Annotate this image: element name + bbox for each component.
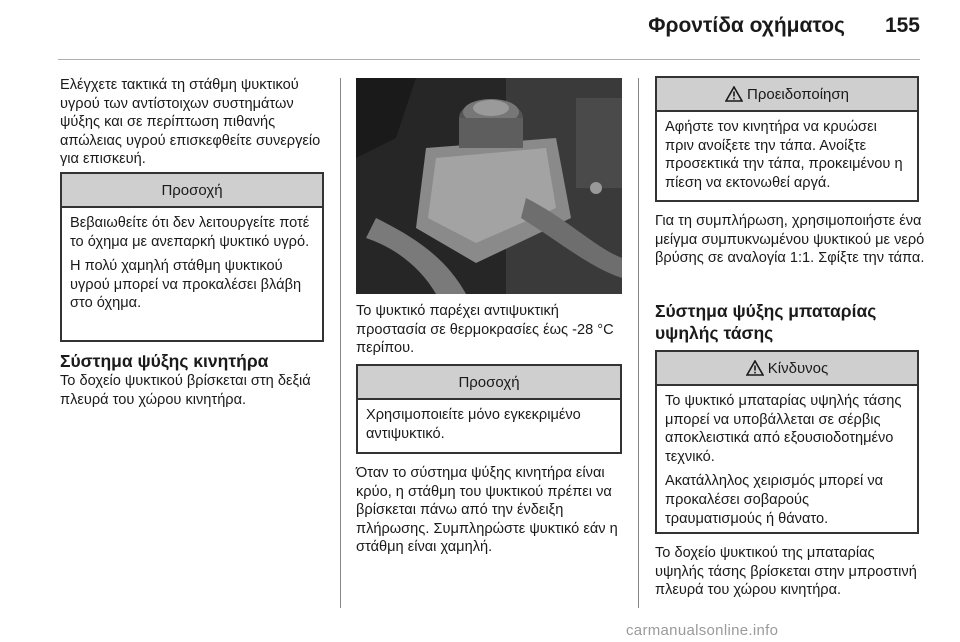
warning-paragraph: Αφήστε τον κινητήρα να κρυώσει πριν ανοίξετε την τάπα. Ανοίξτε προσεκτικά την τάπα, προκειμένου η πίεση να εκτονωθεί αργά. [665,119,903,191]
notice-paragraph: Βεβαιωθείτε ότι δεν λειτουργείτε ποτέ το όχημα με ανεπαρκή ψυκτικό υγρό. [70,215,310,250]
refill-paragraph: Για τη συμπλήρωση, χρησιμοποιήστε ένα μείγμα συμπυκνωμένου ψυκτικού με νερό βρύσης σε αναλογία 1:1. Σφίξτε την τάπα. [655,213,925,267]
header-divider [58,59,920,60]
danger-box-title: Κίνδυνος [767,359,829,377]
notice-box-title: Προσοχή [161,181,223,199]
page-number: 155 [884,14,920,37]
coolant-level-paragraph: Όταν το σύστημα ψύξης κινητήρα είναι κρύο, η στάθμη του ψυκτικού πρέπει να βρίσκεται πάνω από την ένδειξη πλήρωσης. Συμπληρώστε ψυκτικό εάν η στάθμη είναι χαμηλή. [356,465,618,556]
engine-cooling-paragraph: Το δοχείο ψυκτικού βρίσκεται στη δεξιά πλευρά του χώρου κινητήρα. [60,373,311,408]
notice-box-caution-1 [60,172,324,342]
engine-bay-illustration [356,78,622,294]
notice-paragraph: Χρησιμοποιείτε μόνο εγκεκριμένο αντιψυκτικό. [366,407,581,442]
notice-paragraph: Η πολύ χαμηλή στάθμη ψυκτικού υγρού μπορεί να προκαλέσει βλάβη στο όχημα. [70,258,302,312]
watermark: carmanualsonline.info [626,622,779,639]
notice-box-header [62,174,322,208]
danger-paragraph: Το ψυκτικό μπαταρίας υψηλής τάσης μπορεί να υποβάλλεται σε σέρβις αποκλειστικά από εξουσιοδοτημένο τεχνικό. [665,393,902,465]
warning-triangle-icon [746,360,764,376]
coolant-caption: Το ψυκτικό παρέχει αντιψυκτική προστασία σε θερμοκρασίες έως -28 °C περίπου. [356,303,614,357]
page-header [648,14,920,38]
notice-box-title: Προσοχή [458,373,520,391]
warning-triangle-icon [725,86,743,102]
notice-box-body [358,400,620,449]
intro-paragraph: Ελέγχετε τακτικά τη στάθμη ψυκτικού υγρού των αντίστοιχων συστημάτων ψύξης και σε περίπτωση πιθανής απώλειας υγρού επισκεφθείτε συνεργείο για επισκευή. [60,77,321,168]
hv-battery-reservoir-paragraph: Το δοχείο ψυκτικού της μπαταρίας υψηλής τάσης βρίσκεται στην μπροστινή πλευρά του χώρου κινητήρα. [655,545,917,599]
danger-paragraph: Ακατάλληλος χειρισμός μπορεί να προκαλέσει σοβαρούς τραυματισμούς ή θάνατο. [665,473,884,527]
page-title: Φροντίδα οχήματος [648,14,845,37]
danger-box-body [657,386,917,534]
section-heading-hv-battery-cooling: Σύστημα ψύξης μπαταρίας υψηλής τάσης [655,301,877,343]
column-divider-2 [638,78,639,608]
warning-box-body [657,112,917,198]
coolant-reservoir-photo [356,78,622,294]
warning-box-header [657,78,917,112]
danger-box [655,350,919,534]
danger-box-header [657,352,917,386]
section-heading-engine-cooling: Σύστημα ψύξης κινητήρα [60,351,269,371]
column-divider-1 [340,78,341,608]
notice-box-header [358,366,620,400]
warning-box [655,76,919,202]
notice-box-caution-2 [356,364,622,454]
notice-box-body [62,208,322,319]
warning-box-title: Προειδοποίηση [747,85,849,103]
